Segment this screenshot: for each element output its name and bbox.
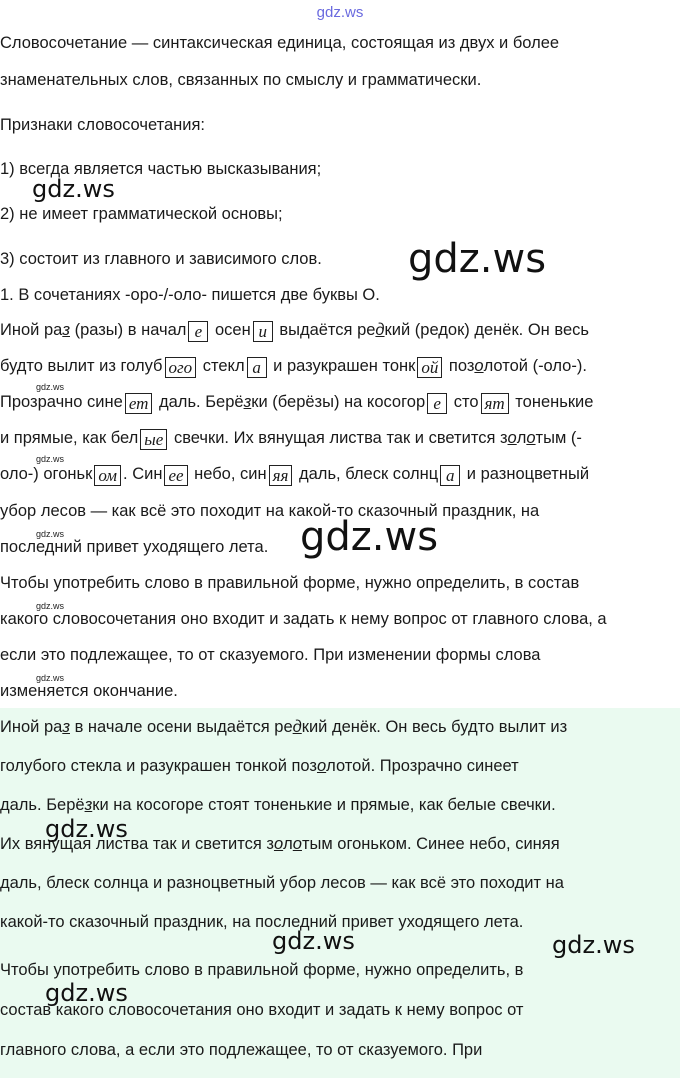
answer-box: ого: [165, 357, 197, 378]
top-watermark: gdz.ws: [316, 4, 364, 21]
answer-box: ом: [94, 465, 121, 486]
answer-box: ой: [417, 357, 442, 378]
answer-box: а: [440, 465, 460, 486]
exercise-line-3: Прозрачно сине ет даль. Берёзки (берёзы) на косогор е сто ят тоненькие: [0, 393, 594, 413]
watermark: gdz.ws: [45, 979, 128, 1007]
exercise-line-5: оло-) огоньк ом . Син ее небо, син яя даль, блеск солнц а и разноцветный: [0, 465, 590, 485]
answer-box: и: [253, 321, 273, 342]
rule-2-line-4: изменяется окончание.: [0, 682, 178, 700]
answer-box: а: [247, 357, 267, 378]
answer-line-8: состав какого словосочетания оно входит и задать к нему вопрос от: [0, 1001, 524, 1019]
watermark: gdz.ws: [272, 927, 355, 955]
watermark: gdz.ws: [45, 815, 128, 843]
answer-box: ет: [125, 393, 153, 414]
answer-box: е: [427, 393, 447, 414]
exercise-line-7: последний привет уходящего лета.: [0, 538, 269, 556]
answer-line-2: голубого стекла и разукрашен тонкой позолотой. Прозрачно синеет: [0, 757, 519, 775]
answer-box: ые: [140, 429, 167, 450]
watermark: gdz.ws: [32, 175, 115, 203]
sign-1: 1) всегда является частью высказывания;: [0, 160, 322, 178]
exercise-line-2: будто вылит из голуб ого стекл а и разукрашен тонк ой позолотой (-оло-).: [0, 357, 587, 377]
rule-2-line-2: какого словосочетания оно входит и задать к нему вопрос от главного слова, а: [0, 610, 607, 628]
exercise-line-4: и прямые, как бел ые свечки. Их вянущая листва так и светится золотым (-: [0, 429, 582, 449]
answer-box: ят: [481, 393, 509, 414]
answer-box: е: [188, 321, 208, 342]
watermark: gdz.ws: [36, 601, 65, 611]
answer-box: ее: [164, 465, 187, 486]
exercise-line-6: убор лесов — как всё это походит на какой-то сказочный праздник, на: [0, 502, 540, 520]
watermark: gdz.ws: [36, 382, 65, 392]
answer-line-6: какой-то сказочный праздник, на последний привет уходящего лета.: [0, 913, 524, 931]
rule-2-line-3: если это подлежащее, то от сказуемого. При изменении формы слова: [0, 646, 541, 664]
answer-line-4: Их вянущая листва так и светится золотым огоньком. Синее небо, синяя: [0, 835, 560, 853]
rule-1: 1. В сочетаниях -оро-/-оло- пишется две буквы О.: [0, 286, 380, 304]
exercise-line-1: Иной раз (разы) в начал е осен и выдаётся редкий (редок) денёк. Он весь: [0, 321, 589, 341]
signs-title: Признаки словосочетания:: [0, 116, 205, 134]
sign-2: 2) не имеет грамматической основы;: [0, 205, 283, 223]
answer-block: [0, 708, 680, 1078]
watermark: gdz.ws: [36, 454, 65, 464]
theory-line-2: знаменательных слов, связанных по смыслу и грамматически.: [0, 71, 482, 89]
theory-line-1: Словосочетание — синтаксическая единица, состоящая из двух и более: [0, 34, 560, 52]
answer-line-9: главного слова, а если это подлежащее, то от сказуемого. При: [0, 1041, 483, 1059]
watermark: gdz.ws: [36, 529, 65, 539]
watermark: gdz.ws: [36, 673, 65, 683]
watermark: gdz.ws: [300, 514, 439, 560]
answer-line-1: Иной раз в начале осени выдаётся редкий денёк. Он весь будто вылит из: [0, 718, 568, 736]
rule-2-line-1: Чтобы употребить слово в правильной форме, нужно определить, в состав: [0, 574, 580, 592]
answer-line-3: даль. Берёзки на косогоре стоят тоненькие и прямые, как белые свечки.: [0, 796, 556, 814]
sign-3: 3) состоит из главного и зависимого слов.: [0, 250, 322, 268]
answer-line-7: Чтобы употребить слово в правильной форме, нужно определить, в: [0, 961, 524, 979]
answer-box: яя: [269, 465, 293, 486]
watermark: gdz.ws: [408, 236, 547, 282]
answer-line-5: даль, блеск солнца и разноцветный убор лесов — как всё это походит на: [0, 874, 564, 892]
watermark: gdz.ws: [552, 931, 635, 959]
